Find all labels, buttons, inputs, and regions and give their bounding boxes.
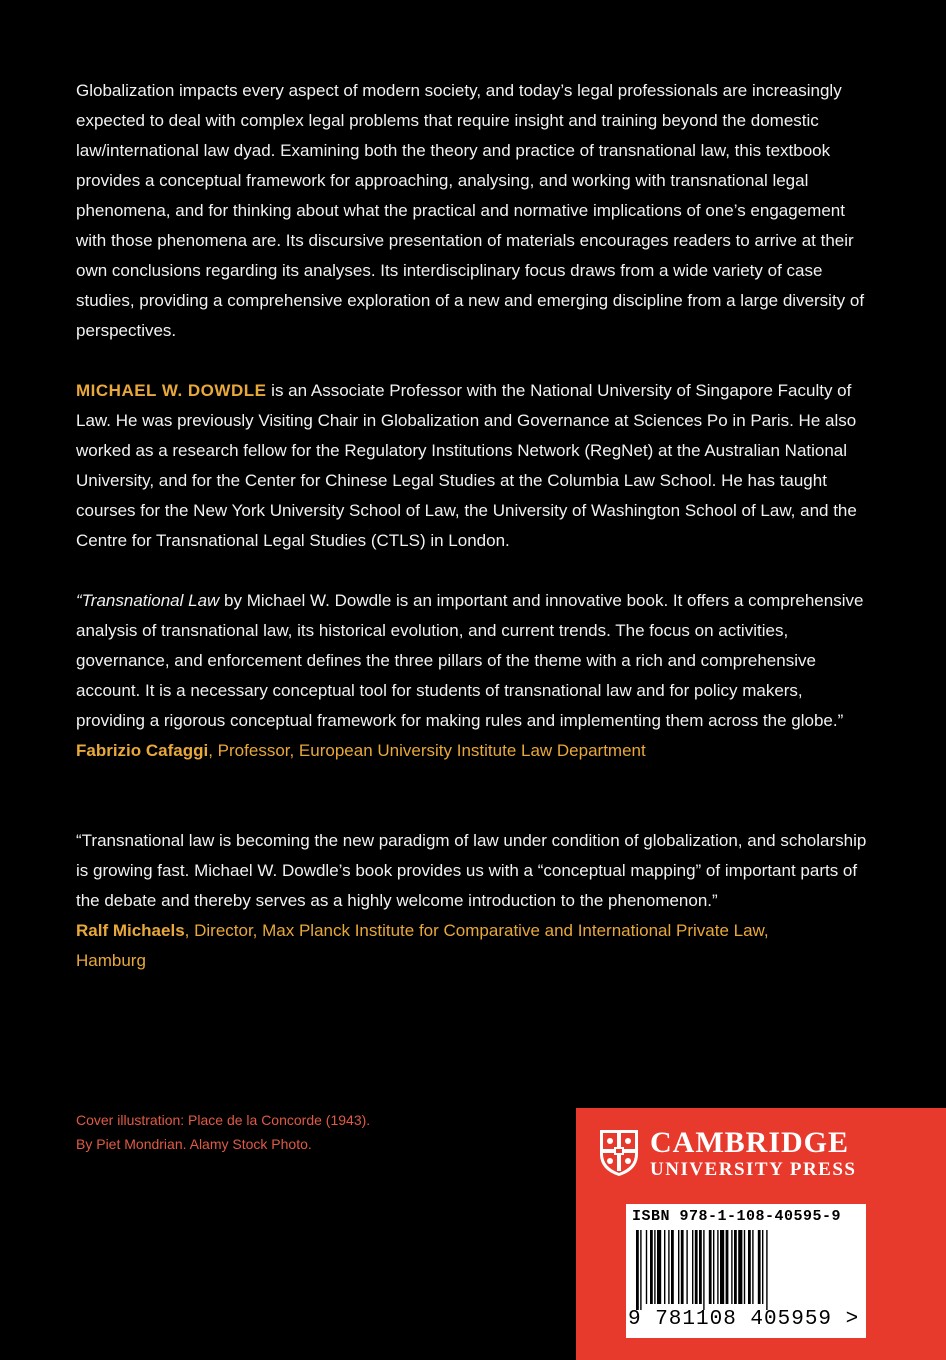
cambridge-crest-icon (598, 1128, 640, 1178)
review-1 (76, 586, 876, 766)
cover-credit-line-2: By Piet Mondrian. Alamy Stock Photo. (76, 1136, 312, 1152)
review-1-text: by Michael W. Dowdle is an important and innovative book. It offers a comprehensive analysis of transnational law, its historical evolution, and current trends. The focus on activities, governance, and enforcement defines the three pillars of the theme with a rich and comprehensive account. It is a necessary conceptual tool for students of transnational law and for policy makers, providing a rigorous conceptual framework for making rules and implementing them across the globe.” (76, 591, 864, 730)
cover-credit (76, 1108, 496, 1156)
author-bio (76, 376, 876, 556)
book-description (76, 76, 876, 346)
barcode-bars-icon (632, 1230, 842, 1310)
review-2 (76, 826, 876, 976)
review-2-reviewer-title: , Director, Max Planck Institute for Comparative and International Private Law, Hamburg (76, 921, 769, 970)
review-1-open-quote: “ (76, 591, 82, 610)
review-1-reviewer-name: Fabrizio Cafaggi (76, 741, 209, 760)
author-bio-text: is an Associate Professor with the National University of Singapore Faculty of Law. He was previously Visiting Chair in Globalization and Governance at Sciences Po in Paris. He also worked as a research fellow for the Regulatory Institutions Network (RegNet) at the Australian National University, and for the Center for Chinese Legal Studies at the Columbia Law School. He has taught courses for the New York University School of Law, the University of Washington School of Law, and the Centre for Transnational Legal Studies (CTLS) in London. (76, 381, 857, 550)
publisher-panel (576, 1108, 946, 1360)
publisher-name-line-1: CAMBRIDGE (650, 1126, 850, 1159)
cover-credit-line-1: Cover illustration: Place de la Concorde (1943). (76, 1112, 371, 1128)
publisher-name-line-2: UNIVERSITY PRESS (650, 1159, 857, 1180)
review-1-reviewer-title: , Professor, European University Institute Law Department (208, 741, 646, 760)
review-2-attribution (76, 916, 816, 976)
author-name: MICHAEL W. DOWDLE (76, 381, 267, 400)
publisher-logo (598, 1128, 857, 1182)
review-2-reviewer-name: Ralf Michaels (76, 921, 185, 940)
review-2-quote: “Transnational law is becoming the new paradigm of law under condition of globalization, and scholarship is growing fast. Michael W. Dowdle’s book provides us with a “conceptual mapping” of important parts of the debate and thereby serves as a highly welcome introduction to the phenomenon.” (76, 831, 867, 910)
review-1-book-title: Transnational Law (81, 591, 220, 610)
ean-number: 9 781108 405959 > (628, 1308, 860, 1331)
review-1-attribution (76, 736, 876, 766)
description-text: Globalization impacts every aspect of modern society, and today’s legal professionals are increasingly expected to deal with complex legal problems that require insight and training beyond the domestic law/international law dyad. Examining both the theory and practice of transnational law, this textbook provides a conceptual framework for approaching, analysing, and working with transnational legal phenomena, and for thinking about what the practical and normative implications of one’s engagement with those phenomena are. Its discursive presentation of materials encourages readers to arrive at their own conclusions regarding its analyses. Its interdisciplinary focus draws from a wide variety of case studies, providing a comprehensive exploration of a new and emerging discipline from a large diversity of perspectives. (76, 81, 865, 340)
publisher-name (650, 1128, 857, 1182)
review-1-quote (76, 586, 876, 736)
isbn-barcode (626, 1204, 866, 1338)
isbn-label: ISBN 978-1-108-40595-9 (632, 1208, 842, 1225)
